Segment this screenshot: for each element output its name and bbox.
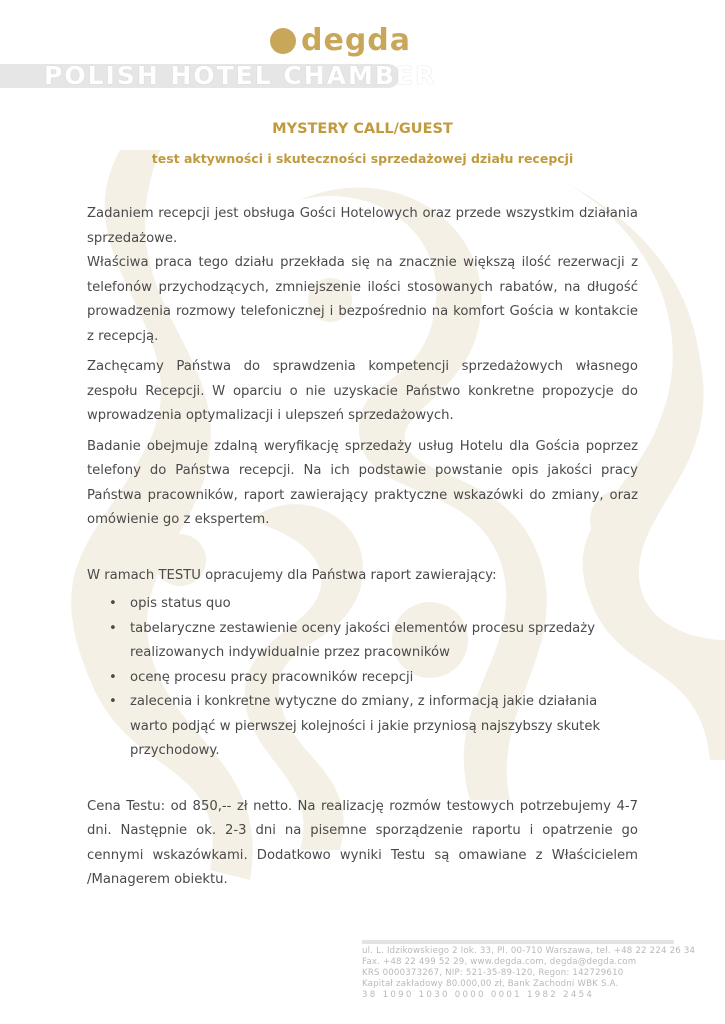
document-body xyxy=(87,202,638,893)
paragraph-intro: Zadaniem recepcji jest obsługa Gości Hotelowych oraz przede wszystkim działania sprzedażowe. xyxy=(87,206,638,246)
list-item: • zalecenia i konkretne wytyczne do zmiany, z informacją jakie działania warto podjąć w pierwszej kolejności i jakie przyniosą najszybszy skutek przychodowy. xyxy=(87,690,638,764)
paragraph-role: Właściwa praca tego działu przekłada się na znacznie większą ilość rezerwacji z telefonów przychodzących, zmniejszenie ilości stosowanych rabatów, na długość prowadzenia rozmowy telefonicznej i bezpośrednio na komfort Gościa w kontakcie z recepcją. xyxy=(87,255,638,344)
bullet-icon: • xyxy=(109,694,117,709)
footer-account: 38 1090 1030 0000 0001 1982 2454 xyxy=(362,990,595,1000)
bullet-icon: • xyxy=(109,596,117,611)
document-title: MYSTERY CALL/GUEST xyxy=(272,121,453,137)
logo-text: degda xyxy=(301,23,412,58)
footer-divider xyxy=(362,940,674,944)
bullet-icon: • xyxy=(109,620,117,636)
paragraph-price: Cena Testu: od 850,-- zł netto. Na realizację rozmów testowych potrzebujemy 4-7 dni. Następnie ok. 2-3 dni na pisemne sporządzenie raportu i opatrzenie go cennymi wskazówkami. Dodatkowo wyniki Testu są omawiane z Właścicielem /Managerem obiektu. xyxy=(87,798,638,887)
footer-registry: KRS 0000373267, NIP: 521-35-89-120, Regon: 142729610 xyxy=(362,968,624,978)
report-intro: W ramach TESTU opracujemy dla Państwa raport zawierający: xyxy=(87,567,497,583)
paragraph-invitation: Zachęcamy Państwa do sprawdzenia kompetencji sprzedażowych własnego zespołu Recepcji. W oparciu o nie uzyskacie Państwo konkretne propozycje do wprowadzenia optymalizacji i ulepszeń sprzedażowych. xyxy=(87,359,638,423)
bullet-icon: • xyxy=(109,669,117,685)
document-subtitle: test aktywności i skuteczności sprzedażowej działu recepcji xyxy=(151,151,574,166)
footer-contact-line: Fax. +48 22 499 52 29, www.degda.com, degda@degda.com xyxy=(362,957,637,967)
paragraph-study: Badanie obejmuje zdalną weryfikację sprzedaży usług Hotelu dla Gościa poprzez telefony do Państwa recepcji. Na ich podstawie powstanie opis jakości pracy Państwa pracowników, raport zawierający praktyczne wskazówki do zmiany, oraz omówienie go z ekspertem. xyxy=(87,438,638,527)
footer-address: ul. L. Idzikowskiego 2 lok. 33, Pl. 00-710 Warszawa, tel. +48 22 224 26 34 xyxy=(362,946,696,956)
logo-dot-icon xyxy=(270,28,296,54)
chamber-title: POLISH HOTEL CHAMBER xyxy=(44,61,437,90)
list-item: • ocenę procesu pracy pracowników recepcji xyxy=(87,666,638,691)
report-bullet-list xyxy=(87,592,638,764)
degda-logo xyxy=(270,22,411,60)
list-item: • tabelaryczne zestawienie oceny jakości elementów procesu sprzedaży realizowanych indywidualnie przez pracowników xyxy=(87,617,638,666)
footer-contact xyxy=(362,940,696,1001)
list-item: • opis status quo xyxy=(87,592,638,617)
footer-capital: Kapitał zakładowy 80.000,00 zł, Bank Zachodni WBK S.A. xyxy=(362,979,619,989)
